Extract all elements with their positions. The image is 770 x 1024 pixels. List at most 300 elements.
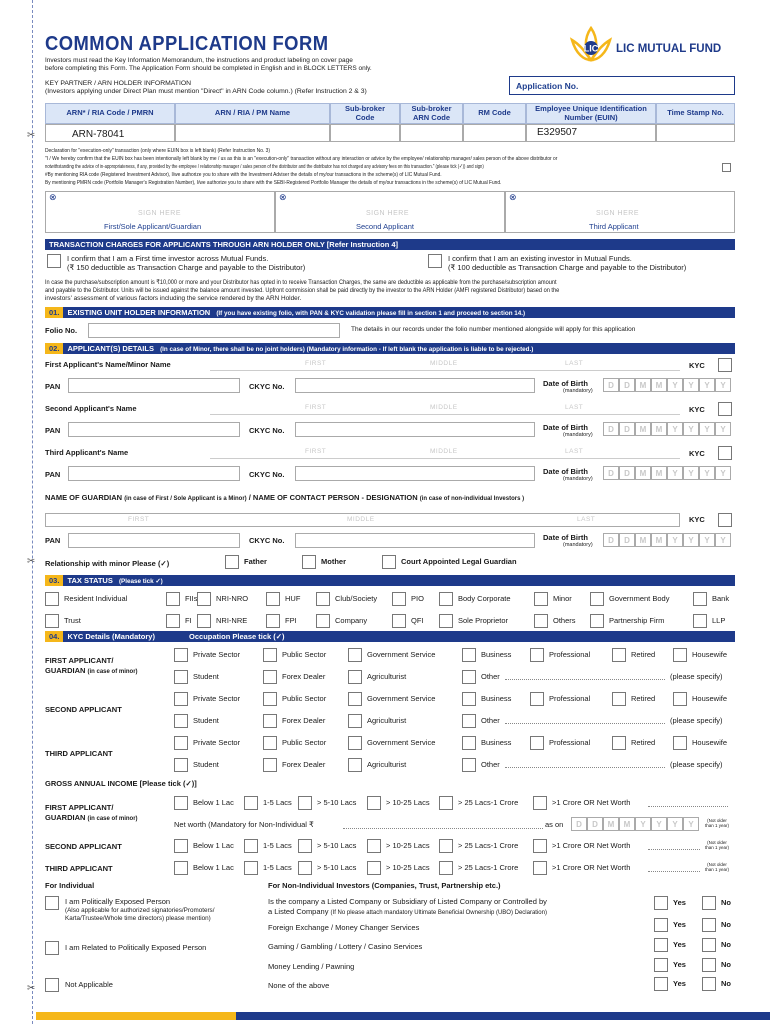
ckyc-label: CKYC No. (249, 382, 285, 391)
transaction-charges-bar: TRANSACTION CHARGES FOR APPLICANTS THROUGH ARN HOLDER ONLY [Refer Instruction 4] (45, 239, 735, 250)
occupation-checkbox[interactable] (174, 648, 188, 662)
occupation-checkbox[interactable] (348, 758, 362, 772)
please-specify-label: (please specify) (670, 672, 723, 681)
first-dob-input[interactable] (603, 378, 731, 392)
court-guardian-label: Court Appointed Legal Guardian (401, 557, 517, 566)
dob-digit-box[interactable]: M (619, 817, 635, 831)
tax-status-checkbox[interactable] (392, 614, 406, 628)
ckyc-label: CKYC No. (249, 470, 285, 479)
ria-col-header: ARN / RIA / PM Name (175, 103, 330, 124)
occupation-checkbox[interactable] (462, 692, 476, 706)
occupation-checkbox[interactable] (462, 714, 476, 728)
income-checkbox[interactable] (533, 839, 547, 853)
dob-digit-box[interactable]: Y (715, 533, 731, 547)
occupation-label: Private Sector (193, 650, 241, 659)
first-guardian-label (45, 667, 138, 675)
dob-digit-box[interactable]: M (651, 533, 667, 547)
occupation-checkbox[interactable] (263, 670, 277, 684)
timestamp-cell[interactable] (656, 124, 735, 142)
kyc-checkbox[interactable] (718, 513, 732, 527)
income-checkbox[interactable] (298, 839, 312, 853)
subbroker-arn-cell[interactable] (400, 124, 463, 142)
income-checkbox[interactable] (174, 839, 188, 853)
declaration-text: "I / We hereby confirm that the EUIN box has been intentionally left blank by me / us as this is an "execution-only" transaction without any interaction or advice by the employee/ relationship manager/ sales person of the above distributor or (45, 156, 558, 162)
occupation-checkbox[interactable] (462, 670, 476, 684)
dob-digit-box[interactable]: Y (667, 466, 683, 480)
subbroker-cell[interactable] (330, 124, 400, 142)
section-1-bar (45, 307, 735, 318)
first-placeholder: FIRST (305, 404, 327, 411)
dob-digit-box[interactable]: Y (715, 422, 731, 436)
occupation-label: Government Service (367, 738, 436, 747)
guardian-note: (in case of First / Sole Applicant is a Minor) (124, 496, 247, 502)
income-checkbox[interactable] (367, 839, 381, 853)
first-kyc-checkbox[interactable] (718, 358, 732, 372)
father-label: Father (244, 557, 267, 566)
occupation-label: Retired (631, 694, 656, 703)
tax-status-label: LLP (712, 616, 726, 625)
income-second-applicant-label: SECOND APPLICANT (45, 842, 122, 851)
signature-label-first: First/Sole Applicant/Guardian (104, 222, 202, 231)
yes-checkbox[interactable] (654, 938, 668, 952)
occupation-checkbox[interactable] (612, 736, 626, 750)
dob-digit-box[interactable]: D (619, 466, 635, 480)
occupation-label: Housewife (692, 694, 728, 703)
occupation-checkbox[interactable] (348, 736, 362, 750)
yes-checkbox[interactable] (654, 918, 668, 932)
other-occupation-line[interactable] (505, 767, 665, 768)
section-title: TAX STATUS (67, 576, 113, 585)
income-checkbox[interactable] (244, 861, 258, 875)
for-non-individual-label: For Non-Individual Investors (Companies, Trust, Partnership etc.) (268, 881, 501, 890)
dob-mandatory: (mandatory) (563, 542, 593, 548)
listed-company-label-2 (268, 908, 547, 916)
dob-digit-box[interactable]: D (603, 466, 619, 480)
second-ckyc-input[interactable] (295, 422, 535, 437)
tax-status-checkbox[interactable] (197, 592, 211, 606)
dob-digit-box[interactable]: Y (699, 466, 715, 480)
dob-digit-box[interactable]: Y (715, 466, 731, 480)
dob-digit-box[interactable]: Y (667, 422, 683, 436)
income-checkbox[interactable] (244, 796, 258, 810)
application-no-label: Application No. (516, 81, 579, 91)
income-third-applicant-label: THIRD APPLICANT (45, 864, 113, 873)
occupation-label: Forex Dealer (282, 672, 326, 681)
income-label: > 10-25 Lacs (386, 863, 430, 872)
lotus-logo-icon (566, 24, 616, 68)
tax-status-checkbox[interactable] (166, 592, 180, 606)
no-checkbox[interactable] (702, 896, 716, 910)
occupation-checkbox[interactable] (462, 736, 476, 750)
dob-mandatory: (mandatory) (563, 388, 593, 394)
third-dob-input[interactable] (603, 466, 731, 480)
occupation-label: Agriculturist (367, 760, 407, 769)
first-pan-input[interactable] (68, 378, 240, 393)
ckyc-label: CKYC No. (249, 536, 285, 545)
tax-status-label: Government Body (609, 594, 670, 603)
no-label: No (721, 979, 731, 988)
svg-text:LIC: LIC (583, 43, 599, 54)
application-no-box[interactable] (509, 76, 735, 95)
first-time-investor-label: I confirm that I am a First time investor across Mutual Funds. (67, 254, 269, 263)
dob-digit-box[interactable]: D (619, 533, 635, 547)
occupation-checkbox[interactable] (612, 648, 626, 662)
ckyc-label: CKYC No. (249, 426, 285, 435)
existing-investor-label: I confirm that I am an existing investor in Mutual Funds. (448, 254, 632, 263)
income-checkbox[interactable] (439, 861, 453, 875)
guardian-dob-input[interactable] (603, 533, 731, 547)
father-checkbox[interactable] (225, 555, 239, 569)
occupation-label: Other (481, 760, 500, 769)
signature-label-third: Third Applicant (589, 222, 639, 231)
execution-only-checkbox[interactable] (722, 163, 731, 172)
tax-status-checkbox[interactable] (534, 592, 548, 606)
tax-status-label: Trust (64, 616, 81, 625)
none-of-above-label: None of the above (268, 981, 330, 990)
tax-status-checkbox[interactable] (45, 614, 59, 628)
first-time-investor-checkbox[interactable] (47, 254, 61, 268)
occupation-checkbox[interactable] (263, 714, 277, 728)
dob-digit-box[interactable]: Y (699, 533, 715, 547)
section-3-bar (45, 575, 735, 586)
cut-line (32, 0, 33, 1024)
income-label: 1-5 Lacs (263, 863, 292, 872)
tax-status-checkbox[interactable] (45, 592, 59, 606)
occupation-checkbox[interactable] (174, 692, 188, 706)
dob-mandatory: (mandatory) (563, 432, 593, 438)
ckyc-input[interactable] (295, 533, 535, 548)
dob-digit-box[interactable]: D (603, 533, 619, 547)
income-checkbox[interactable] (244, 839, 258, 853)
dob-digit-box[interactable]: M (603, 817, 619, 831)
tax-status-checkbox[interactable] (693, 614, 707, 628)
occupation-label: Business (481, 738, 512, 747)
section-note: (Please tick ✓) (118, 578, 163, 585)
yes-label: Yes (673, 898, 686, 907)
dob-digit-box[interactable]: M (635, 422, 651, 436)
timestamp-col-header: Time Stamp No. (656, 103, 735, 124)
occupation-checkbox[interactable] (348, 648, 362, 662)
last-placeholder: LAST (565, 360, 584, 367)
arn-value: ARN-78041 (72, 129, 125, 140)
existing-investor-note: (₹ 100 deductible as Transaction Charge and payable to the Distributor) (448, 263, 687, 272)
income-first-guardian-label (45, 814, 138, 822)
dob-digit-box[interactable]: D (619, 422, 635, 436)
folio-input[interactable] (88, 323, 340, 338)
occupation-checkbox[interactable] (530, 692, 544, 706)
third-pan-input[interactable] (68, 466, 240, 481)
tax-status-checkbox[interactable] (197, 614, 211, 628)
yes-checkbox[interactable] (654, 958, 668, 972)
middle-placeholder: MIDDLE (347, 516, 375, 523)
occupation-checkbox[interactable] (530, 648, 544, 662)
income-label: > 5-10 Lacs (317, 863, 357, 872)
tax-status-checkbox[interactable] (439, 592, 453, 606)
declaration-text: #By mentioning RIA code (Registered Investment Advisor), I/we authorize you to share with the Investment Adviser the details of my/our transactions in the scheme(s) of LIC Mutual Fund. (45, 172, 442, 178)
pan-label: PAN (45, 536, 61, 545)
dob-digit-box[interactable]: M (651, 378, 667, 392)
other-occupation-line[interactable] (505, 679, 665, 680)
not-older-2: than 1 year) (705, 845, 730, 851)
income-checkbox[interactable] (533, 861, 547, 875)
logo-text: LIC MUTUAL FUND (616, 43, 722, 55)
income-checkbox[interactable] (439, 839, 453, 853)
tax-status-label: NRI-NRO (216, 594, 249, 603)
tax-status-checkbox[interactable] (316, 614, 330, 628)
networth-amount-line[interactable] (648, 806, 728, 807)
tax-status-checkbox[interactable] (266, 614, 280, 628)
income-checkbox[interactable] (367, 796, 381, 810)
occupation-checkbox[interactable] (174, 758, 188, 772)
pan-label: PAN (45, 382, 61, 391)
occupation-checkbox[interactable] (462, 648, 476, 662)
dob-digit-box[interactable]: M (651, 422, 667, 436)
key-partner-heading: KEY PARTNER / ARN HOLDER INFORMATION (45, 80, 192, 87)
section-note: (If you have existing folio, with PAN & KYC validation please fill in section 1 and proceed to section 14.) (216, 310, 526, 317)
occupation-checkbox[interactable] (673, 736, 687, 750)
income-label: > 5-10 Lacs (317, 798, 357, 807)
mother-checkbox[interactable] (302, 555, 316, 569)
yes-checkbox[interactable] (654, 896, 668, 910)
tax-status-checkbox[interactable] (392, 592, 406, 606)
third-kyc-checkbox[interactable] (718, 446, 732, 460)
income-checkbox[interactable] (298, 796, 312, 810)
dob-digit-box[interactable]: M (651, 466, 667, 480)
income-checkbox[interactable] (174, 861, 188, 875)
dob-digit-box[interactable]: Y (683, 422, 699, 436)
dob-digit-box[interactable]: Y (651, 817, 667, 831)
please-specify-label: (please specify) (670, 760, 723, 769)
tax-status-checkbox[interactable] (590, 592, 604, 606)
occupation-checkbox[interactable] (348, 692, 362, 706)
tax-status-label: Company (335, 616, 368, 625)
income-label: Below 1 Lac (193, 798, 234, 807)
sign-marker-icon: ⊗ (49, 192, 57, 202)
dob-digit-box[interactable]: Y (667, 378, 683, 392)
dob-digit-box[interactable]: D (571, 817, 587, 831)
occupation-label: Agriculturist (367, 672, 407, 681)
dob-digit-box[interactable]: M (635, 378, 651, 392)
occupation-checkbox[interactable] (462, 758, 476, 772)
occupation-checkbox[interactable] (673, 692, 687, 706)
occupation-label: Business (481, 650, 512, 659)
occupation-label: Student (193, 760, 219, 769)
intro-text: before completing this Form. The Application Form should be completed in English and in BLOCK LETTERS only. (45, 65, 372, 72)
networth-line[interactable] (343, 828, 543, 829)
tax-status-checkbox[interactable] (693, 592, 707, 606)
dob-digit-box[interactable]: D (619, 378, 635, 392)
no-label: No (721, 898, 731, 907)
income-checkbox[interactable] (298, 861, 312, 875)
occupation-checkbox[interactable] (263, 692, 277, 706)
pep-label: I am Politically Exposed Person (65, 897, 171, 906)
income-label: > 5-10 Lacs (317, 841, 357, 850)
court-guardian-checkbox[interactable] (382, 555, 396, 569)
occupation-label: Other (481, 672, 500, 681)
section-number: 02. (45, 343, 63, 354)
no-checkbox[interactable] (702, 938, 716, 952)
dob-digit-box[interactable]: M (635, 466, 651, 480)
income-heading: GROSS ANNUAL INCOME [Please tick (✓)] (45, 779, 197, 788)
dob-digit-box[interactable]: D (587, 817, 603, 831)
occupation-checkbox[interactable] (263, 736, 277, 750)
dob-digit-box[interactable]: D (603, 378, 619, 392)
other-occupation-line[interactable] (505, 723, 665, 724)
occupation-label: Government Service (367, 650, 436, 659)
second-dob-input[interactable] (603, 422, 731, 436)
networth-amount-line[interactable] (648, 849, 700, 850)
occupation-label: Public Sector (282, 694, 327, 703)
no-checkbox[interactable] (702, 958, 716, 972)
no-checkbox[interactable] (702, 918, 716, 932)
occupation-checkbox[interactable] (348, 714, 362, 728)
dob-label: Date of Birth (543, 379, 588, 388)
footer-stripe-accent (36, 1012, 236, 1020)
contact-label: / NAME OF CONTACT PERSON - DESIGNATION (248, 493, 418, 502)
declaration-text: Declaration for "execution-only" transaction (only where EUIN box is left blank) (Refer Instruction No. 3) (45, 148, 271, 154)
tax-status-label: HUF (285, 594, 301, 603)
existing-investor-checkbox[interactable] (428, 254, 442, 268)
income-checkbox[interactable] (174, 796, 188, 810)
dob-digit-box[interactable]: Y (667, 817, 683, 831)
dob-digit-box[interactable]: Y (683, 466, 699, 480)
listed-text: a Listed Company (268, 907, 329, 916)
transaction-note: In case the purchase/subscription amount is ₹10,000 or more and your Distributor has opted in to receive Transaction Charges, the same are deductible as applicable from the purchase/subscription amount (45, 279, 557, 286)
networth-amount-line[interactable] (648, 871, 700, 872)
income-label: > 25 Lacs-1 Crore (458, 841, 519, 850)
tax-status-label: Others (553, 616, 576, 625)
no-label: No (721, 960, 731, 969)
income-checkbox[interactable] (439, 796, 453, 810)
third-ckyc-input[interactable] (295, 466, 535, 481)
income-label: >1 Crore OR Net Worth (552, 798, 631, 807)
tax-status-label: PIO (411, 594, 424, 603)
dob-digit-box[interactable]: Y (667, 533, 683, 547)
dob-digit-box[interactable]: Y (635, 817, 651, 831)
lending-label: Money Lending / Pawning (268, 962, 355, 971)
form-title: COMMON APPLICATION FORM (45, 33, 329, 55)
first-applicant-label: FIRST APPLICANT/ (45, 656, 114, 665)
dob-digit-box[interactable]: Y (683, 817, 699, 831)
occupation-heading: Occupation Please tick (✓) (189, 632, 285, 641)
occupation-label: Student (193, 672, 219, 681)
guardian-label: NAME OF GUARDIAN (45, 493, 123, 502)
guardian-text: GUARDIAN (45, 813, 86, 822)
pan-input[interactable] (68, 533, 240, 548)
rm-cell[interactable] (463, 124, 526, 142)
section-title: KYC Details (Mandatory) (67, 632, 155, 641)
kyc-label: KYC (689, 449, 705, 458)
folio-label: Folio No. (45, 326, 78, 335)
occupation-label: Student (193, 716, 219, 725)
not-older-note (705, 862, 729, 873)
tax-status-checkbox[interactable] (266, 592, 280, 606)
folio-note: The details in our records under the folio number mentioned alongside will apply for this application (351, 326, 636, 333)
occupation-checkbox[interactable] (612, 692, 626, 706)
tax-status-checkbox[interactable] (316, 592, 330, 606)
pan-label: PAN (45, 470, 61, 479)
mother-label: Mother (321, 557, 346, 566)
section-number: 03. (45, 575, 63, 586)
not-applicable-checkbox[interactable] (45, 978, 59, 992)
pep-checkbox[interactable] (45, 896, 59, 910)
occupation-checkbox[interactable] (174, 670, 188, 684)
tax-status-label: NRI-NRE (216, 616, 248, 625)
scissors-icon: ✂ (27, 556, 36, 567)
occupation-checkbox[interactable] (348, 670, 362, 684)
dob-digit-box[interactable]: D (603, 422, 619, 436)
declaration-text: By mentioning PMRN code (Portfolio Manager's Registration Number), I/we authorize you to share with the SEBI-Registered Portfolio Manager the details of my/our transactions in the scheme(s) of LIC Mutual Fund. (45, 180, 502, 186)
yes-label: Yes (673, 979, 686, 988)
listed-company-label: Is the company a Listed Company or Subsidiary of Listed Company or Controlled by (268, 897, 547, 906)
yes-checkbox[interactable] (654, 977, 668, 991)
occupation-label: Agriculturist (367, 716, 407, 725)
occupation-label: Government Service (367, 694, 436, 703)
dob-digit-box[interactable]: M (635, 533, 651, 547)
tax-status-label: Sole Proprietor (458, 616, 509, 625)
tax-status-label: FIIs (185, 594, 198, 603)
occupation-checkbox[interactable] (530, 736, 544, 750)
income-label: >1 Crore OR Net Worth (552, 841, 631, 850)
income-label: > 25 Lacs-1 Crore (458, 798, 519, 807)
no-label: No (721, 920, 731, 929)
dob-digit-box[interactable]: Y (699, 422, 715, 436)
ria-value-cell[interactable] (175, 124, 330, 142)
occupation-checkbox[interactable] (174, 736, 188, 750)
euin-col-header: Employee Unique Identification Number (EUIN) (526, 103, 656, 124)
income-checkbox[interactable] (533, 796, 547, 810)
dob-digit-box[interactable]: Y (683, 533, 699, 547)
last-placeholder: LAST (577, 516, 596, 523)
kyc-label: KYC (689, 515, 705, 524)
occupation-checkbox[interactable] (174, 714, 188, 728)
related-pep-checkbox[interactable] (45, 941, 59, 955)
no-label: No (721, 940, 731, 949)
second-kyc-checkbox[interactable] (718, 402, 732, 416)
tax-status-checkbox[interactable] (590, 614, 604, 628)
not-older-2: than 1 year) (705, 823, 730, 829)
income-label: > 25 Lacs-1 Crore (458, 863, 519, 872)
second-pan-input[interactable] (68, 422, 240, 437)
dob-label: Date of Birth (543, 467, 588, 476)
last-placeholder: LAST (565, 404, 584, 411)
tax-status-checkbox[interactable] (166, 614, 180, 628)
middle-placeholder: MIDDLE (430, 360, 458, 367)
first-applicant-name-label: First Applicant's Name/Minor Name (45, 360, 171, 369)
tax-status-checkbox[interactable] (439, 614, 453, 628)
tax-status-label: Minor (553, 594, 572, 603)
minor-note: (in case of minor) (87, 816, 138, 822)
occupation-checkbox[interactable] (263, 758, 277, 772)
first-placeholder: FIRST (128, 516, 150, 523)
third-applicant-label: THIRD APPLICANT (45, 749, 113, 758)
tax-status-checkbox[interactable] (534, 614, 548, 628)
dob-digit-box[interactable]: Y (715, 378, 731, 392)
dob-digit-box[interactable]: Y (699, 378, 715, 392)
first-time-investor-note: (₹ 150 deductible as Transaction Charge and payable to the Distributor) (67, 263, 306, 272)
occupation-checkbox[interactable] (263, 648, 277, 662)
occupation-checkbox[interactable] (673, 648, 687, 662)
networth-date-input[interactable] (571, 817, 699, 831)
first-ckyc-input[interactable] (295, 378, 535, 393)
sign-here-watermark: SIGN HERE (596, 210, 640, 217)
dob-digit-box[interactable]: Y (683, 378, 699, 392)
no-checkbox[interactable] (702, 977, 716, 991)
occupation-label: Professional (549, 738, 591, 747)
income-checkbox[interactable] (367, 861, 381, 875)
networth-label: Net worth (Mandatory for Non-Individual ₹ (174, 820, 314, 829)
middle-placeholder: MIDDLE (430, 448, 458, 455)
